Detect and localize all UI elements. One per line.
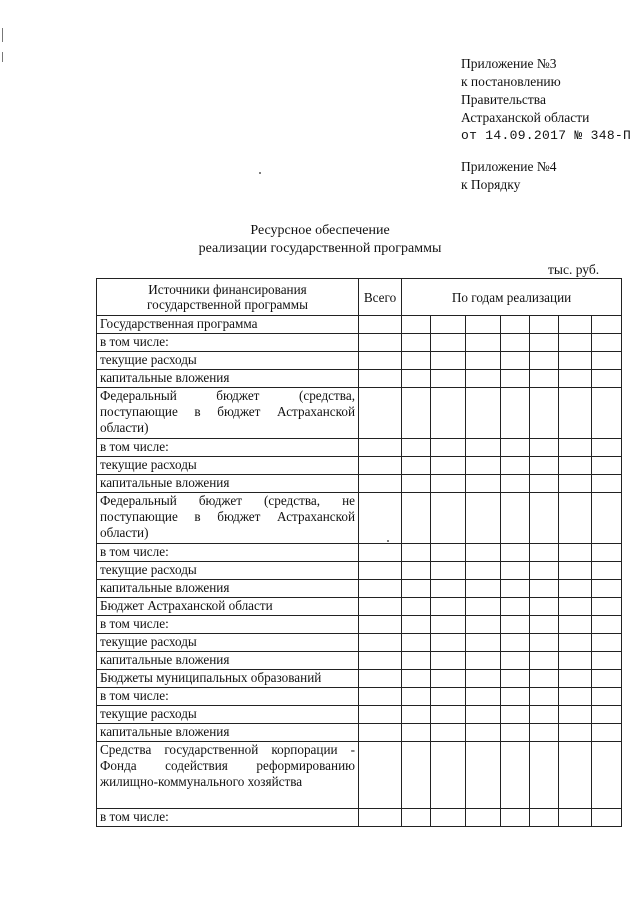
table-row (97, 580, 622, 598)
scan-speck (259, 172, 261, 174)
table-row (97, 493, 622, 544)
row-label: в том числе: (97, 688, 359, 706)
row-label: капитальные вложения (97, 580, 359, 598)
annex-block-2 (461, 158, 556, 194)
row-label: капитальные вложения (97, 724, 359, 742)
table-row (97, 334, 622, 352)
row-label: в том числе: (97, 439, 359, 457)
table-row (97, 634, 622, 652)
row-label: Федеральный бюджет (средства, поступающие в бюджет Астраханской области) (97, 388, 359, 439)
row-label: Бюджет Астраханской области (97, 598, 359, 616)
table-row (97, 388, 622, 439)
resource-table (96, 278, 622, 827)
table-row (97, 809, 622, 827)
annex-line: Правительства (461, 92, 546, 107)
table-row (97, 598, 622, 616)
table-row (97, 688, 622, 706)
table-row (97, 652, 622, 670)
annex-line: Приложение №3 (461, 56, 557, 71)
annex-line: Приложение №4 (461, 159, 557, 174)
table-row (97, 475, 622, 493)
table-row (97, 670, 622, 688)
row-label: Государственная программа (97, 316, 359, 334)
table-row (97, 316, 622, 334)
table-row (97, 724, 622, 742)
annex-line: к Порядку (461, 177, 521, 192)
document-title (0, 222, 640, 258)
row-label: капитальные вложения (97, 370, 359, 388)
annex-date-line: от 14.09.2017 № 348-П (461, 128, 632, 143)
table-row (97, 544, 622, 562)
row-label: текущие расходы (97, 352, 359, 370)
row-label: Федеральный бюджет (средства, не поступающие в бюджет Астраханской области) (97, 493, 359, 544)
table-header-row (97, 279, 622, 316)
header-total: Всего (359, 279, 402, 316)
row-label: текущие расходы (97, 706, 359, 724)
row-label: Бюджеты муниципальных образований (97, 670, 359, 688)
annex-block (461, 55, 631, 145)
header-source: Источники финансирования государственной программы (97, 279, 359, 316)
scan-speck (387, 540, 389, 542)
row-label: в том числе: (97, 334, 359, 352)
unit-label: тыс. руб. (548, 262, 600, 277)
row-label: Средства государственной корпорации - Фонда содействия реформированию жилищно-коммунального хозяйства (97, 742, 359, 809)
table-row (97, 370, 622, 388)
row-label: в том числе: (97, 544, 359, 562)
table-row (97, 439, 622, 457)
annex-line: Астраханской области (461, 110, 590, 125)
table-row (97, 562, 622, 580)
header-years: По годам реализации (402, 279, 622, 316)
scan-edge-mark (2, 28, 3, 42)
row-label: капитальные вложения (97, 652, 359, 670)
row-label: текущие расходы (97, 634, 359, 652)
table-row (97, 457, 622, 475)
scan-edge-mark (2, 52, 3, 62)
table-row (97, 616, 622, 634)
row-label: текущие расходы (97, 562, 359, 580)
table-row (97, 352, 622, 370)
row-label: в том числе: (97, 616, 359, 634)
title-line-1: Ресурсное обеспечение (250, 223, 390, 238)
row-label: текущие расходы (97, 457, 359, 475)
annex-line: к постановлению (461, 74, 561, 89)
table-row (97, 742, 622, 809)
row-label: в том числе: (97, 809, 359, 827)
title-line-2: реализации государственной программы (198, 241, 442, 256)
row-label: капитальные вложения (97, 475, 359, 493)
table-row (97, 706, 622, 724)
